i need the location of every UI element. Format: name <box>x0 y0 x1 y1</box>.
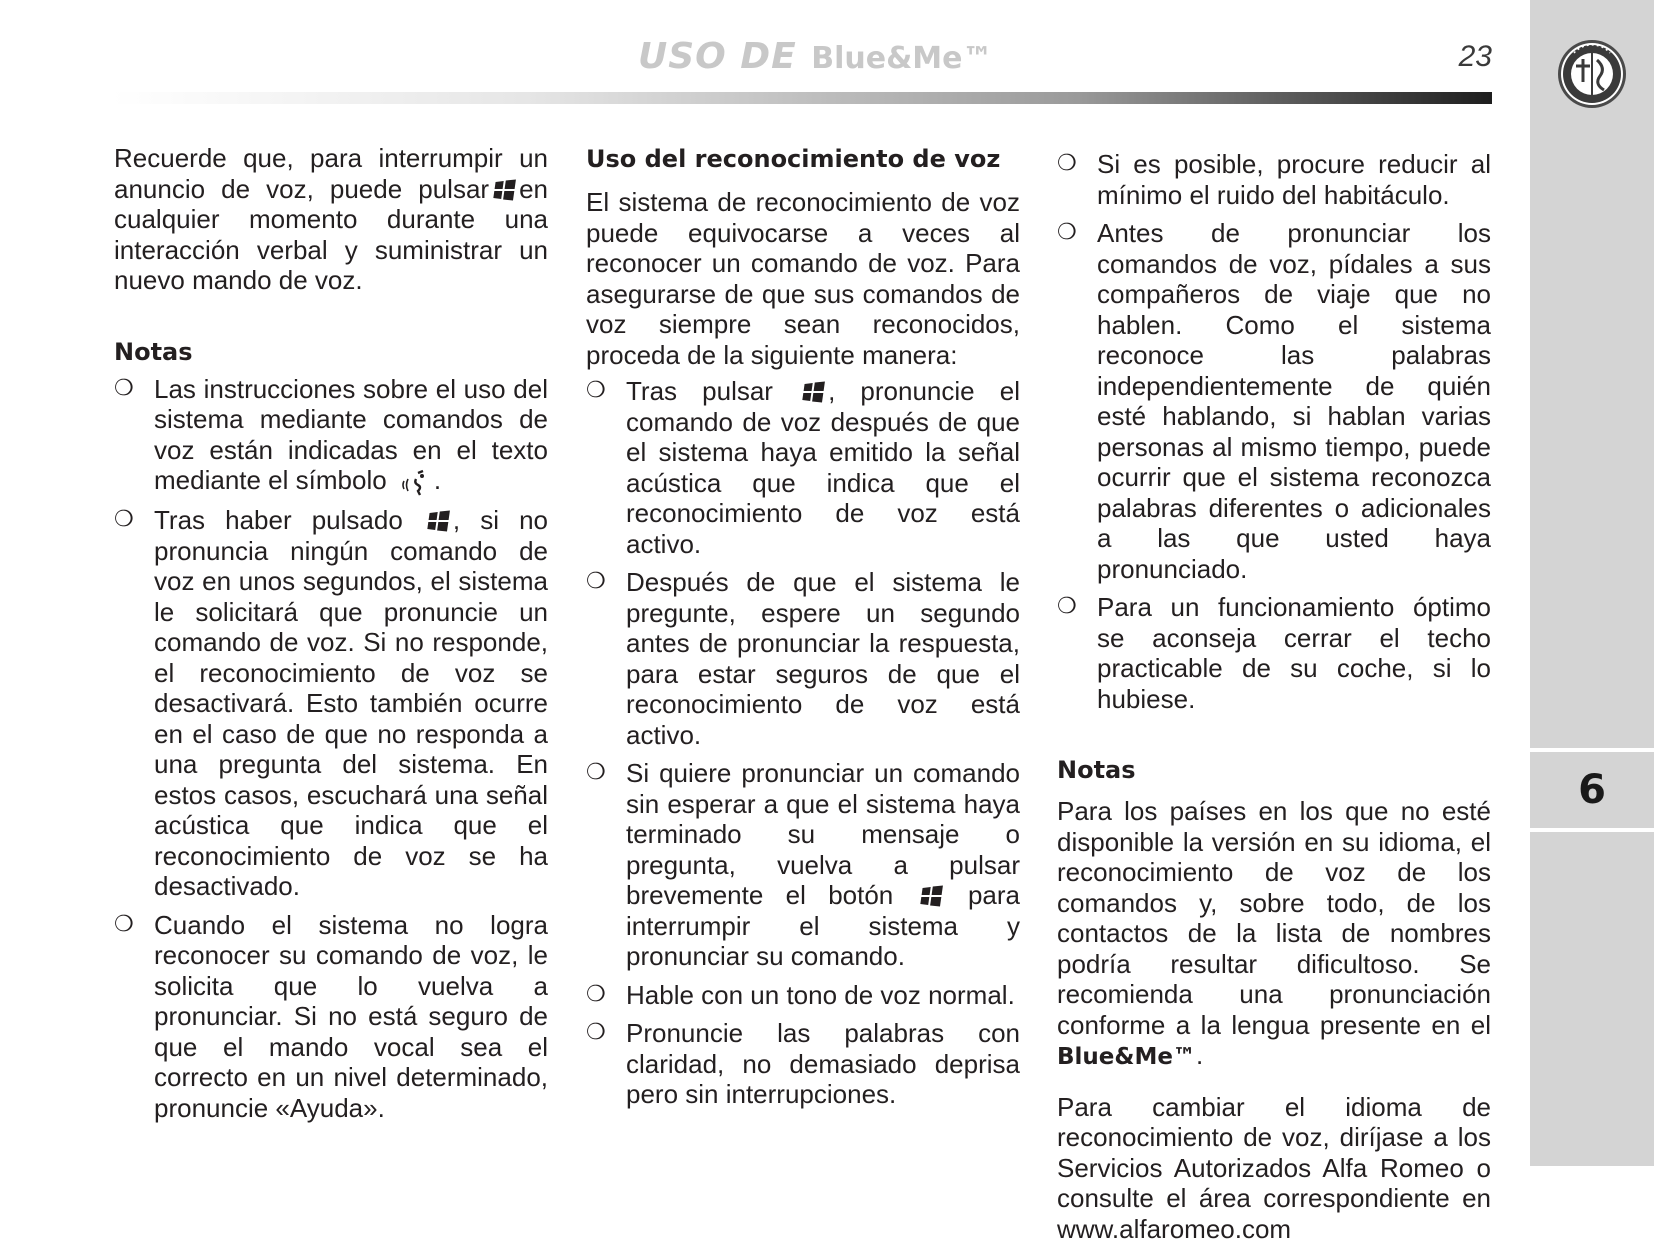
column-2 <box>586 143 1020 1110</box>
list-item: ❍ Después de que el sistema le pregunte, espere un segundo antes de pronunciar la respuesta, para estar seguros de que el reconocimiento de voz está activo. <box>586 567 1020 750</box>
header-gradient-rule <box>112 92 1492 104</box>
list-item: ❍ Antes de pronunciar los comandos de voz, pídales a sus compañeros de viaje que no hablen. Como el sistema reconoce las palabras independientemente de quién esté hablando, si hablan varias personas al mismo tiempo, puede ocurrir que el sistema reconozca palabras diferentes o adicionales a las que usted haya pronunciado. <box>1057 218 1491 584</box>
windows-flag-icon <box>492 179 516 201</box>
windows-flag-icon <box>801 381 825 403</box>
speaking-head-icon <box>396 469 434 497</box>
header-title-brand: Blue&Me™ <box>811 41 992 76</box>
page-header-title <box>638 36 992 77</box>
page-number: 23 <box>1430 40 1492 74</box>
list-item: ❍ Hable con un tono de voz normal. <box>586 980 1020 1011</box>
alfa-romeo-logo-icon <box>1556 38 1628 110</box>
list-item: ❍ Cuando el sistema no logra reconocer su comando de voz, le solicita que lo vuelva a pronunciar. Si no está seguro de que el mando vocal sea el correcto en un nivel determinado, pronuncie «Ayuda». <box>114 910 548 1124</box>
tips-list <box>1057 149 1491 714</box>
intro-paragraph: El sistema de reconocimiento de voz puede equivocarse a veces al reconocer un comando de voz. Para asegurarse de que sus comandos de voz siempre sean reconocidos, proceda de la siguiente manera: <box>586 187 1020 370</box>
list-item: ❍ Si quiere pronunciar un comando sin esperar a que el sistema haya terminado su mensaje o pregunta, vuelva a pulsar brevemente el botón para interrumpir el sistema y pronunciar su comando. <box>586 758 1020 972</box>
column-3 <box>1057 143 1491 1244</box>
chapter-tab-bottom-rule <box>1530 828 1654 832</box>
header-title-prefix: USO DE <box>638 36 797 77</box>
notes-heading: Notas <box>1057 754 1491 786</box>
notes-paragraph: Para cambiar el idioma de reconocimiento de voz, diríjase a los Servicios Autorizados Alfa Romeo o consulte el área correspondiente en www.alfaromeo.com <box>1057 1092 1491 1244</box>
notes-paragraph: Para los países en los que no esté disponible la versión en su idioma, el reconocimiento de voz de los comandos y, sobre todo, de los contactos de la lista de nombres podría resultar dificultoso. Se recomienda una pronunciación conforme a la lengua presente en el Blue&Me™. <box>1057 796 1491 1073</box>
notes-list <box>114 374 548 1124</box>
list-item: ❍ Si es posible, procure reducir al mínimo el ruido del habitáculo. <box>1057 149 1491 210</box>
list-item: ❍ Tras pulsar , pronuncie el comando de voz después de que el sistema haya emitido la señal acústica que indica que el reconocimiento de voz está activo. <box>586 376 1020 559</box>
list-item: ❍ Para un funcionamiento óptimo se aconseja cerrar el techo practicable de su coche, si lo hubiese. <box>1057 592 1491 714</box>
side-strip <box>1530 0 1654 1166</box>
windows-flag-icon <box>426 510 450 532</box>
list-item: ❍ Pronuncie las palabras con claridad, no demasiado deprisa pero sin interrupciones. <box>586 1018 1020 1110</box>
intro-paragraph: Recuerde que, para interrumpir un anuncio de voz, puede pulsar en cualquier momento durante una interacción verbal y suministrar un nuevo mando de voz. <box>114 143 548 296</box>
column-1 <box>114 143 548 1123</box>
notes-heading: Notas <box>114 336 548 368</box>
instructions-list <box>586 376 1020 1110</box>
section-heading: Uso del reconocimiento de voz <box>586 143 1020 175</box>
list-item: ❍ Tras haber pulsado , si no pronuncia ningún comando de voz en unos segundos, el sistema le solicitará que pronuncie un comando de voz. Si no responde, el reconocimiento de voz se desactivará. Esto también ocurre en el caso de que no responda a una pregunta del sistema. En estos casos, escuchará una señal acústica que indica que el reconocimiento de voz se ha desactivado. <box>114 505 548 902</box>
brand-name: Blue&Me™ <box>1057 1044 1196 1070</box>
windows-flag-icon <box>919 885 943 907</box>
chapter-tab[interactable]: 6 <box>1530 752 1654 828</box>
list-item: ❍ Las instrucciones sobre el uso del sistema mediante comandos de voz están indicadas en el texto mediante el símbolo . <box>114 374 548 498</box>
